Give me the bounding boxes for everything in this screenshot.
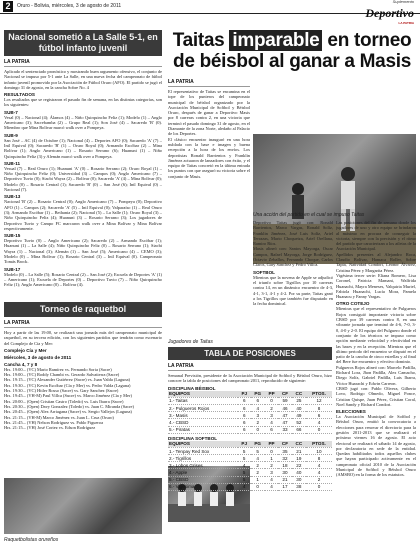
article-paragraph: El clásico encuentro inauguró en una hora nublada con la base e imagen y buena recepción a la hora de los envíos. Los deportistas Ronald Barrientos y Franklin Jiménez actuaron de lanzadores con éxito, y el equipo de Taitas concretó en la última entrada los puntos con que aseguró su victoria sobre el conjunto de Masis. — [168, 136, 250, 179]
table-cell: 2 — [265, 462, 278, 469]
table-cell: 2 — [306, 476, 332, 483]
match-item: Hrs. 21:45.– (VH) Nelson Rodríguez vs. Pablo Figueroa — [4, 419, 104, 425]
table-cell: 12 — [306, 397, 332, 404]
table-row — [168, 462, 332, 469]
table-cell: 40 — [292, 469, 306, 476]
table-cell: 18 — [278, 462, 291, 469]
table-cell: 6.- Vigésima — [168, 483, 238, 490]
category-results: Modelo (0) – La Salle (5); Rosario Central (2) – San José (2); Escuela de Deportes 'A' (1) – Americano (1); Escuela de Deportes (0) – Deportivo Tuvio (7) – Niño Quirquincho Feliz (1); Anglo Americano (0) – Bolívar (4). — [4, 271, 162, 288]
table-cell: 2.- Tigrillos — [168, 455, 238, 462]
table-cell: 5.- Piratas — [168, 426, 238, 433]
table-cell: 4 — [306, 462, 332, 469]
table-cell: 4.- CBSD — [168, 419, 238, 426]
category-title: SUB-7 — [4, 109, 18, 115]
table-cell: 5 — [238, 476, 251, 483]
dateline: Oruro - Bolivia, miércoles, 3 de agosto de 2011 — [17, 3, 122, 9]
table-cell: 38 — [292, 483, 306, 490]
table-cell: 2 — [251, 469, 265, 476]
table-cell: 47 — [278, 419, 291, 426]
table-cell: 1 — [265, 455, 278, 462]
article-paragraph: Mientras que el representativo de Pulgueros Rojos consiguió importante victoria sobre CBSD por 39 carreras contra 8, en una vibrante jornada que terminó de 4-6, 7-0, 3-0, 4-0 y 2-0. El equipo del Pulguero donde el conjunto de los técnicos se impuso como opción mediante velocidad y efectividad en las bases y en la recepción. Mientras que el último periodo del encuentro se disputó en el patio de la cancha de cinco estrellas y al final del Bere fue encuentro y efectivo dominio. — [336, 306, 416, 365]
table-header-cell: PP — [265, 391, 278, 398]
table-header-cell: CC — [292, 391, 306, 398]
lineup-taitas: Deportivo Taitas jugó con: Ronald Barrientos, Marco Vargas, Ronald Solíz, Franklin Jiménez, José Luis Solíz, Ariel Terrazas, Mario Choqueiza, Ariel Orellana, Ramiro Ríos. — [253, 220, 333, 247]
table-header-cell: CF — [278, 441, 291, 448]
section-title: OTRO COTEJO — [336, 301, 370, 307]
table-cell: 1 — [251, 476, 265, 483]
table-cell: 47 — [278, 412, 291, 419]
table-row — [168, 469, 332, 476]
table-row — [168, 419, 332, 426]
table-cell: 5.- CBSD — [168, 476, 238, 483]
category-title: SUB-13 — [4, 194, 21, 200]
softbol-standings-table — [168, 441, 332, 491]
article-paragraph: Apellidos presentes al Alejandro Roca, Claudio Bolívar, Hamaca Roller, Sobre Tapia, Natividad Condori, Leonor Álvarez, Cristina Pérez y Margarita Pérez. — [336, 251, 416, 273]
table-cell: 1.- Tenpay Red Sox — [168, 447, 238, 454]
table-cell: 4 — [265, 419, 278, 426]
schedule-court: Cancha 4, 7 y 8 — [4, 361, 38, 367]
photo-caption: Jugadores de Taitas — [168, 339, 213, 345]
table-cell: 3 — [265, 469, 278, 476]
table-cell: 3 — [265, 412, 278, 419]
table-cell: 0 — [251, 483, 265, 490]
beisbol-standings-table — [168, 391, 332, 434]
table-cell: 4 — [265, 476, 278, 483]
table-row — [168, 412, 332, 419]
table-row — [168, 397, 332, 404]
category-results: Deportivo Tuvio (0) – Anglo Americano (2); Sacaredo (2) – Armando Escóbar (1); Huanuni (1) – La Salle (4); Niño Quirquincho Feliz (0) – Rosario Serrano (1); Siacbi Wayra (1) – Nacional (3); Alemán (1) – San José (5); Americano (4) – CEMO (3); Modelo (0) – Mina Bolívar (1); Rosario Central (3) – Intl Equival (0). Campeonato Tomás Brock. — [4, 238, 162, 265]
body-column-3 — [336, 220, 416, 542]
match-item: Hrs. 21:15.– (VH) José Cortez vs. Edson Rodríguez — [4, 425, 96, 431]
category-title: SUB-15 — [4, 233, 21, 239]
table-cell: 4 — [265, 483, 278, 490]
match-item: Hrs. 19:45.– (VH-M) Paul Villca (Sucre) vs. Marco Jiménez (Cía y Mer) — [4, 393, 132, 399]
article-headline: Nacional sometió a La Salle 5-1, en fútbol infanto juvenil — [4, 30, 162, 56]
table-header-cell: PJ — [238, 391, 251, 398]
page-header — [0, 0, 420, 25]
table-header-cell: PTOS. — [306, 391, 332, 398]
headline-highlight: imparable — [229, 30, 322, 51]
table-cell: 0 — [251, 426, 265, 433]
raquetbol-photo — [4, 478, 162, 534]
match-item: Hrs. 20:45.– (Open) Alex Arriagana (Sacre) vs. Sergio Vallejos (Laguna) — [4, 409, 132, 415]
table-cell: 3.- Masis — [168, 412, 238, 419]
table-row — [168, 483, 332, 490]
article-intro: Aplicado el sentenciado pronóstico y mostrando buen argumento ofensivo, el conjunto de Nacional se impuso por 5-1 ante La Salle, en una nueva fecha del campeonato de fútbol infanto juvenil promovido por la Asociación de Fútbol Oruro (AFO). El partido se jugó el domingo 31 de agosto, en la cancha Sobre No. 4 — [4, 69, 162, 90]
table-cell: 1.- Taitas — [168, 397, 238, 404]
article-paragraph: Las posiciones del fin de semana donde los jugadores de uno y otro equipo se brindaron al máximo en procura de conseguir la victoria, siempre con la precisión y el ritmo del partido que caracterizan a los atletas de la Asociación Municipal. — [336, 220, 416, 252]
table-cell: 4.- Apple — [168, 469, 238, 476]
table-subtitle: DISCIPLINA SOFTBOL — [168, 435, 218, 441]
match-item: Hrs. 19:00.– (VC) Mario Ramírez vs. Fernando Soria (Sacre) — [4, 366, 112, 372]
table-cell: 6 — [306, 412, 332, 419]
table-cell: 0 — [306, 483, 332, 490]
table-header-cell: EQUIPOS — [168, 391, 238, 398]
category-title: SUB-9 — [4, 132, 18, 138]
category-results: San José – AC (4) de Octubre (1); Nacional (4) – Deportes AFO (0); Sacaredo 'A' (7) – Intl Equival (0); Sacaredo 'B' (1) – Oruro Royal (0); Armando Escóbar (2) – Mina Bolívar (1); Anglo Americano (1) – Rosario Serrano (6); Huanuni (1) – Niño Quirquincho Feliz (3) y Alemán marcó walk over a Pompeya. — [4, 137, 162, 159]
table-cell: 2.- Pulgueros Rojos — [168, 404, 238, 411]
match-item: Hrs. 19:15.– (VC) Alexander Gutiérrez (Sacre) vs. Juan Valda (Laguna) — [4, 377, 130, 383]
table-row — [168, 447, 332, 454]
photo-caption: Raquetbolistas orureños — [4, 537, 59, 543]
table-cell: 5 — [251, 447, 265, 454]
article-paragraph: Pulgueros Rojos alineó con: Marcelo Padilla, Richard Lora, Jhon Padilla, Alex Camacho, Diego Solíz, Gabriel Padilla, Luis Ibarra, Víctor Huarachi y Edwin Carreon. — [336, 364, 416, 386]
article-paragraph: Vigésima tercer serie: Eliana Romero, Lisa Coronel, Patricia Mamani, Walfrida Huanachi, Mayra Meneses, Valquiria Muriel, Fabiola Huanachi, Lucía Mora, Pamela Huanacu y Fanny Vargas. — [336, 272, 416, 300]
section-title: ELECCIONES — [336, 409, 366, 415]
article-kicker: LA PATRIA — [168, 78, 250, 87]
table-cell: 3.- Lobos Grises — [168, 462, 238, 469]
lineup-masis: Masis alineó con: Santos Mayorga, Oscar Campos, Rafael Mayorga, Jorge Rodríguez, Octavio Zeballos, Fernando Choque, Carlos Claros, Gary Sanchez y Pedro Villca. — [253, 246, 333, 268]
table-cell: 2 — [251, 462, 265, 469]
table-cell: 0 — [306, 426, 332, 433]
match-item: Hrs. 20:30.– (Open) Davy Gonzalez (Toledo) vs. Juan C. Miranda (Sacre) — [4, 403, 134, 409]
table-cell: 0 — [265, 447, 278, 454]
table-cell: 6 — [238, 419, 251, 426]
table-row — [168, 455, 332, 462]
table-row — [168, 426, 332, 433]
table-cell: 2 — [251, 419, 265, 426]
table-cell: 32 — [278, 455, 291, 462]
table-header-cell: PG — [251, 391, 265, 398]
table-cell: 30 — [292, 476, 306, 483]
table-cell: 10 — [306, 447, 332, 454]
category-results: Vesal (0) – Nacional (4); Álamos (4) – Niño Quirquincho Feliz (1); Modelo (1) – Anglo Americano (3); Sacrebamba (2) – Grupo Real (1); Son José (4) – Sacaredo 'B' (0). Miembro que Mina Bolívar marcó walk over a Pompeya. — [4, 114, 162, 131]
table-cell: 6 — [238, 404, 251, 411]
table-header-cell: CC — [292, 441, 306, 448]
table-cell: 59 — [278, 397, 291, 404]
table-row — [168, 404, 332, 411]
category-results: Vesual (7) – Real Oruro (1); Huanuni 'A' (0) – Rosario Serrano (2); Oruro Royal (1) – Niño Quirquincho Feliz (0); Universidad (3) – Campos (0); Anglo Americano (7) – Deportivo Tuvio (0); Siacbi Wayra (2) – Bolívar (0); Sacaredo 'A' (4) – Mina Bolívar (0); Modelo (0) – Rosario Central (1); Sacaredo 'B' (0) – San José (6); Intl Equival (0) – Nacional (7). — [4, 165, 162, 193]
match-item: Hrs. 19:30.– (VC) Hitler Rosso (Sacre) vs. Gary Sanchez (Sacre) — [4, 388, 119, 394]
table-cell: 21 — [278, 476, 291, 483]
article-lead: El representativo de Taitas se encamina en el tope de los punteros del campeonato municipal de béisbol organizado por la Asociación Municipal de Softbol y Béisbol Oruro, después de ganar a Deportivo Masis por 8 carreras contra 2, en una victoria que terminó el pasado domingo 31 de agosto, en el Diamante de la zona Norte, aledaño al Palacio de los Deportes. — [168, 89, 250, 137]
match-item: Hrs. 19:30.– (VC) Kevin Escóbar (Cía y Mer) vs. Pedro Valda (Laguna) — [4, 382, 131, 388]
table-cell: 40 — [292, 404, 306, 411]
table-cell: 8 — [306, 404, 332, 411]
table-cell: 4 — [306, 419, 332, 426]
table-cell: 66 — [292, 426, 306, 433]
softbol-text: Mientras que la novena de Apple se adjudicó el triunfo sobre Tigrillos por 10 carreras contra 14, en un dinámico encuentro de 4-3, 4-1, 3-1, 4-1 y 4-2. Por su parte, Taitas ganó a los Tigrillos que también fue disputado en la fecha dominical. — [253, 274, 333, 307]
table-header-row — [168, 441, 332, 448]
photo-caption: Una acción del partido en el cual se impuso Taitas — [253, 212, 365, 218]
table-cell: 6 — [251, 397, 265, 404]
match-list — [4, 367, 162, 431]
match-item: Hrs. 20:00.– (Open) Cristian Castro (Toledo) vs. Luis Ibarra (Sacre) — [4, 398, 124, 404]
article-paragraph: La Asociación Municipal de Softbol y Béisbol Oruro, emitió la convocatoria a elecciones para renovar el directorio para la gestión 2011-2013 que se realizará el próximo viernes 16 de agosto. El acto electoral se realizará el sábado 14 de agosto, por declaratoria en sede de la entidad. Quedan habilitados todos aquellos clubes que hayan participado activamente en el campeonato oficial 2010 de la Asociación Municipal de Softbol y Béisbol Oruro (AMSBO) en la forma de los estatutos. — [336, 414, 416, 478]
table-cell: 4 — [238, 483, 251, 490]
match-item: Hrs. 19:00.– (VC) Roddy Chambi vs. Gerardo Salvatierra (Sacre) — [4, 372, 120, 378]
table-cell: 5 — [238, 447, 251, 454]
table-cell: 8 — [306, 455, 332, 462]
article-kicker: LA PATRIA — [4, 58, 162, 67]
table-cell: 21 — [292, 447, 306, 454]
table-cell: 19 — [292, 455, 306, 462]
table-cell: 4 — [251, 455, 265, 462]
table-cell: 4 — [238, 462, 251, 469]
table-cell: 6 — [238, 426, 251, 433]
article-paragraph: CBSD jugó con: Pablo Olivera, Gilberto Lovo, Rodrigo Olmedo, Miguel Ponce, Cristian Quispe, Juan Pérez, Cristian Coral, Noel Sandy y Richard Condori. — [336, 385, 416, 407]
table-header-row — [168, 391, 332, 398]
table-cell: 6 — [238, 412, 251, 419]
table-cell: 33 — [278, 426, 291, 433]
article-kicker: LA PATRIA — [168, 362, 332, 371]
results-intro: Los resultados que se registraron el pasado fin de semana, en las distintas categorías, son los siguientes: — [4, 97, 162, 108]
table-cell: 4 — [306, 469, 332, 476]
lead-column — [168, 76, 250, 276]
article-intro: Hoy a partir de las 19:00, se realizará una jornada más del campeonato municipal de raquetbol, en su tercera edición, con los siguientes partidos que tendrán como escenario del Complejo de Cía y Mer: — [4, 330, 162, 346]
table-header-cell: PJ — [238, 441, 251, 448]
table-header-cell: PG — [251, 441, 265, 448]
schedule-venue: Complejo Cía y Mer — [4, 347, 47, 353]
table-cell: 6 — [265, 426, 278, 433]
body-column-2 — [253, 220, 333, 340]
table-cell: 0 — [265, 397, 278, 404]
table-header-cell: CF — [278, 391, 291, 398]
table-cell: 30 — [278, 469, 291, 476]
table-header-cell: PTOS. — [306, 441, 332, 448]
match-item: Hrs. 21:15.– (VH-M) Marco Jiménez vs. Juan L. Cruz (Oruro) — [4, 414, 114, 420]
table-row — [168, 476, 332, 483]
table-intro: Semanal Previsión, presidente de la Asociación Municipal de Softbol y Béisbol Oruro, hizo conocer la tabla de posiciones del campeonato 2011, reproducido de siguiente: — [168, 373, 332, 384]
table-cell: 35 — [278, 447, 291, 454]
table-cell: 49 — [292, 412, 306, 419]
table-header-cell: EQUIPOS — [168, 441, 238, 448]
section-title: SOFTBOL — [253, 269, 275, 275]
table-title: TABLA DE POSICIONES — [168, 347, 332, 360]
article-headline: Torneo de raquetbol — [4, 302, 162, 317]
table-cell: 3 — [251, 412, 265, 419]
table-cell: 4 — [251, 404, 265, 411]
table-subtitle: DISCIPLINA BÉISBOL — [168, 385, 216, 391]
table-cell: 52 — [292, 419, 306, 426]
schedule-date: Miércoles, 3 de agosto de 2011 — [4, 354, 72, 360]
table-cell: 6 — [238, 397, 251, 404]
table-cell: 5 — [238, 469, 251, 476]
table-cell: 2 — [265, 404, 278, 411]
table-cell: 22 — [292, 462, 306, 469]
category-results: Nacional 'B' (2) – Rosario Central (0); Anglo Americano (7) – Pompeya (0); Deportivo AFO (1) – Campos (2); Sacaredo 'A' (5) – Intl Equival (0); Valparaíso (1) – Real Oruro (3); Armando Escóbar (1) – Bethania (2); Nacional (5) – La Salle (1); Oruro Royal (3) – Niño Quirquincho Feliz (4); Huanuni (3) – Rosario Serrano (3); Los jugadores de Deportivo Tuvio y Campo FC marcaron walk over a Mina Bolívar y Mina Bolívar respectivamente. — [4, 199, 162, 231]
section-title: RESULTADOS — [4, 92, 35, 98]
article-kicker: LA PATRIA — [4, 319, 162, 328]
brand-logo: Suplemento Deportivo LA PATRIA — [365, 0, 414, 25]
main-headline: Taitas imparable en torneo de béisbol al ganar a Masis — [172, 30, 412, 72]
page-number: 2 — [3, 1, 13, 12]
table-cell: 5 — [238, 455, 251, 462]
table-header-cell: PP — [265, 441, 278, 448]
standings-section — [168, 347, 332, 542]
table-cell: 46 — [278, 404, 291, 411]
table-cell: 17 — [278, 483, 291, 490]
table-cell: 25 — [292, 397, 306, 404]
category-title: SUB-17 — [4, 266, 21, 272]
category-title: SUB-11 — [4, 160, 21, 166]
